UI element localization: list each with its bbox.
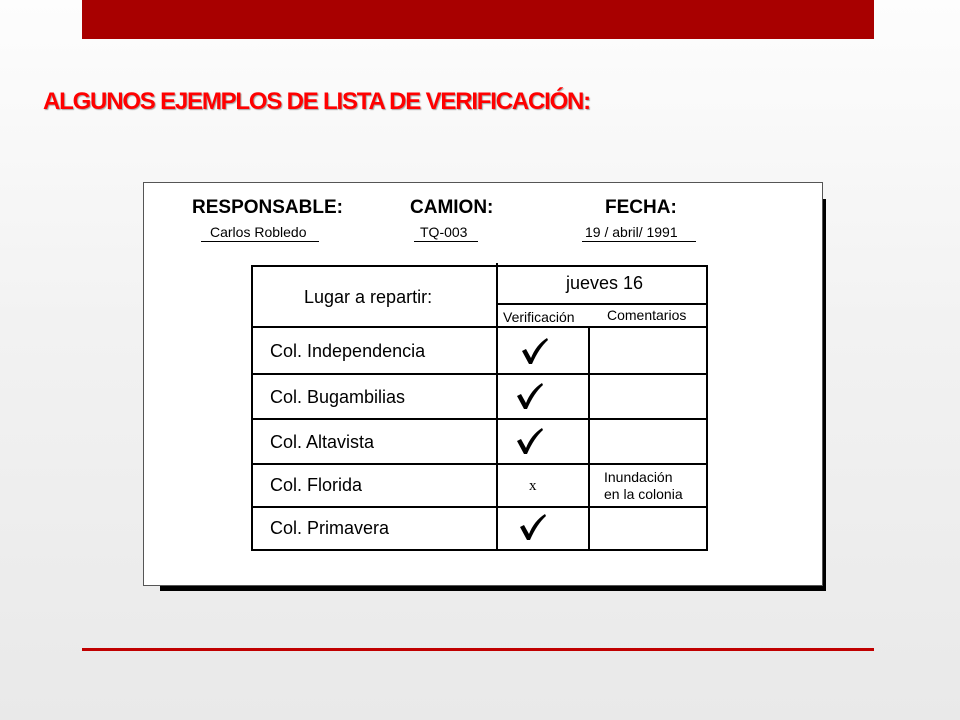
bottom-rule xyxy=(82,648,874,651)
table-row-place: Col. Altavista xyxy=(270,432,375,452)
camion-label: CAMION: xyxy=(410,197,494,218)
table-header-bottom xyxy=(251,326,708,328)
top-accent-bar xyxy=(82,0,874,39)
slide-title: ALGUNOS EJEMPLOS DE LISTA DE VERIFICACIÓN: xyxy=(43,88,590,115)
verification-column-header: Verificación xyxy=(503,309,575,325)
table-row-place: Col. Bugambilias xyxy=(270,387,406,407)
table-column-divider xyxy=(588,326,590,551)
responsable-value: Carlos Robledo xyxy=(210,224,307,240)
table-row-place: Col. Primavera xyxy=(270,518,390,538)
comment-text: en la colonia xyxy=(604,486,683,502)
x-mark: x xyxy=(529,478,537,494)
day-header: jueves 16 xyxy=(566,273,644,293)
responsable-label: RESPONSABLE: xyxy=(192,197,343,218)
place-column-header: Lugar a repartir: xyxy=(304,287,433,307)
table-row-place: Col. Independencia xyxy=(270,341,426,361)
check-icon xyxy=(520,336,550,366)
table-column-divider xyxy=(496,263,498,551)
table-header-divider xyxy=(497,303,708,305)
fecha-label: FECHA: xyxy=(605,197,677,218)
table-border-right xyxy=(706,265,708,551)
camion-value: TQ-003 xyxy=(420,224,468,240)
checklist-card xyxy=(143,182,823,586)
camion-underline xyxy=(414,241,478,242)
table-row-divider xyxy=(251,373,708,375)
fecha-value: 19 / abril/ 1991 xyxy=(585,224,678,240)
check-icon xyxy=(515,426,545,456)
check-icon xyxy=(515,381,545,411)
fecha-underline xyxy=(582,241,696,242)
comment-text: Inundación xyxy=(604,469,673,485)
table-row-divider xyxy=(251,463,708,465)
table-row-divider xyxy=(251,418,708,420)
table-border-bottom xyxy=(251,549,708,551)
responsable-underline xyxy=(201,241,319,242)
table-border-left xyxy=(251,265,253,551)
check-icon xyxy=(518,512,548,542)
comments-column-header: Comentarios xyxy=(607,307,687,323)
table-border-top xyxy=(251,265,708,267)
table-row-divider xyxy=(251,506,708,508)
table-row-place: Col. Florida xyxy=(270,475,363,495)
